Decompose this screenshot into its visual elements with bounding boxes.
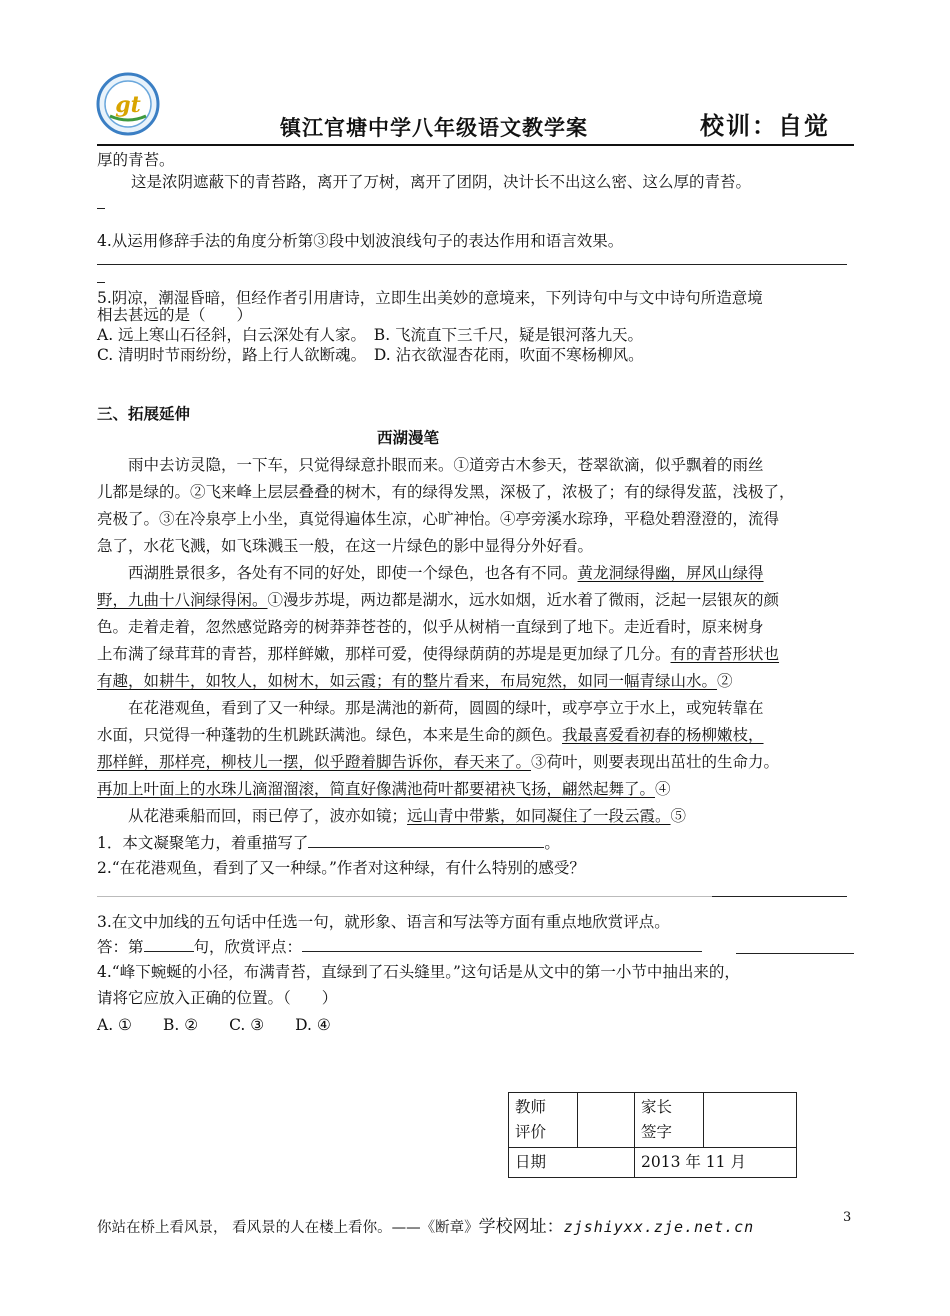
teacher-eval-cell (578, 1093, 635, 1148)
paragraph-2-line: 有趣，如耕牛，如牧人，如树木，如云霞；有的整片看来，布局宛然，如同一幅青绿山水。② (97, 672, 733, 690)
article-title: 西湖漫笔 (377, 428, 440, 447)
footer-url[interactable]: zjshiyxx.zje.net.cn (563, 1218, 755, 1236)
question-5-options-ab: A. 远上寒山石径斜，白云深处有人家。 B. 飞流直下三千尺，疑是银河落九天。 (97, 326, 644, 344)
footer-quote: 你站在桥上看风景， 看风景的人在楼上看你。——《断章》 (97, 1220, 479, 1236)
footer (97, 1212, 754, 1237)
question-5-options-cd: C. 清明时节雨纷纷，路上行人欲断魂。 D. 沾衣欲湿杏花雨，吹面不寒杨柳风。 (97, 346, 644, 364)
question-4-options: A. ① B. ② C. ③ D. ④ (97, 1016, 331, 1034)
footer-url-label: 学校网址： (478, 1217, 564, 1237)
answer-line (712, 896, 847, 897)
question-2: 2.“在花港观鱼，看到了又一种绿。”作者对这种绿，有什么特别的感受？ (97, 859, 585, 877)
paragraph-1-line: 急了，水花飞溅，如飞珠溅玉一般，在这一片绿色的影中显得分外好看。 (97, 537, 594, 555)
question-4: 4.“峰下蜿蜒的小径，布满青苔，直绿到了石头缝里。”这句话是从文中的第一小节中抽出来的， (97, 963, 740, 981)
evaluation-table (508, 1092, 797, 1178)
date-label: 日期 (509, 1148, 635, 1178)
school-logo (96, 72, 160, 136)
paragraph-1-line: 雨中去访灵隐，一下车，只觉得绿意扑眼而来。①道旁古木参天，苍翠欲滴，似乎飘着的雨丝 (97, 456, 764, 474)
answer-line-stub (97, 282, 105, 283)
page-header-title: 镇江官塘中学八年级语文教学案 (280, 115, 588, 140)
question-3: 3.在文中加线的五句话中任选一句，就形象、语言和写法等方面有重点地欣赏评点。 (97, 913, 670, 931)
school-motto: 校训：自觉 (700, 111, 830, 140)
section-heading: 三、拓展延伸 (97, 404, 191, 423)
parent-sign-label: 家长 签字 (635, 1093, 704, 1148)
page-number: 3 (843, 1210, 852, 1225)
parent-sign-cell (704, 1093, 797, 1148)
paragraph-1-line: 亮极了。③在冷泉亭上小坐，真觉得遍体生凉，心旷神怡。④亭旁溪水琮琤，平稳处碧澄澄的，流得 (97, 510, 780, 528)
answer-line-stub (97, 208, 105, 209)
answer-line (97, 264, 847, 265)
header-rule (97, 144, 854, 146)
paragraph-2-line: 野，九曲十八涧绿得闲。①漫步苏堤，两边都是湖水，远水如烟，近水着了微雨，泛起一层银灰的颜 (97, 591, 780, 609)
paragraph-3-line: 再加上叶面上的水珠儿滴溜溜滚，简直好像满池荷叶都要裙袂飞扬，翩然起舞了。④ (97, 780, 671, 798)
paragraph-3-line: 在花港观鱼，看到了又一种绿。那是满池的新荷，圆圆的绿叶，或亭亭立于水上，或宛转靠在 (97, 699, 764, 717)
text-continuation: 厚的青苔。 (97, 151, 175, 169)
question-3-answer: 答：第 句，欣赏评点： (97, 937, 702, 957)
date-value: 2013 年 11 月 (635, 1148, 797, 1178)
question-5: 5.阴凉，潮湿昏暗，但经作者引用唐诗，立即生出美妙的意境来，下列诗句中与文中诗句所造意境 (97, 289, 763, 307)
teacher-eval-label: 教师 评价 (509, 1093, 578, 1148)
svg-text:gt: gt (115, 92, 141, 118)
paragraph-2-line: 色。走着走着，忽然感觉路旁的树莽莽苍苍的，似乎从树梢一直绿到了地下。走近看时，原来树身 (97, 618, 764, 636)
paragraph-3-line: 那样鲜，那样亮，柳枝儿一摆，似乎蹬着脚告诉你，春天来了。③荷叶，则要表现出茁壮的生命力。 (97, 753, 780, 771)
paragraph-4-line: 从花港乘船而回，雨已停了，波亦如镜；远山青中带紫，如同凝住了一段云霞。⑤ (97, 807, 687, 825)
question-1: 1．本文凝聚笔力，着重描写了 。 (97, 834, 560, 852)
quoted-sentence: 这是浓阴遮蔽下的青苔路，离开了万树，离开了团阴，决计长不出这么密、这么厚的青苔。 (131, 173, 752, 191)
paragraph-2-line: 西湖胜景很多，各处有不同的好处，即使一个绿色，也各有不同。黄龙洞绿得幽，屏风山绿得 (97, 564, 764, 582)
question-4-cont: 请将它应放入正确的位置。（ ） (97, 989, 338, 1007)
paragraph-2-line: 上布满了绿茸茸的青苔，那样鲜嫩，那样可爱，使得绿荫荫的苏堤是更加绿了几分。有的青苔形状也 (97, 645, 780, 663)
paragraph-3-line: 水面，只觉得一种蓬勃的生机跳跃满池。绿色，本来是生命的颜色。我最喜爱看初春的杨柳嫩枝， (97, 726, 764, 744)
answer-line (736, 953, 854, 954)
question-5-cont: 相去甚远的是（ ） (97, 306, 253, 324)
paragraph-1-line: 儿都是绿的。②飞来峰上层层叠叠的树木，有的绿得发黑，深极了，浓极了；有的绿得发蓝，浅极了， (97, 483, 795, 501)
question-4: 4.从运用修辞手法的角度分析第③段中划波浪线句子的表达作用和语言效果。 (97, 232, 624, 250)
